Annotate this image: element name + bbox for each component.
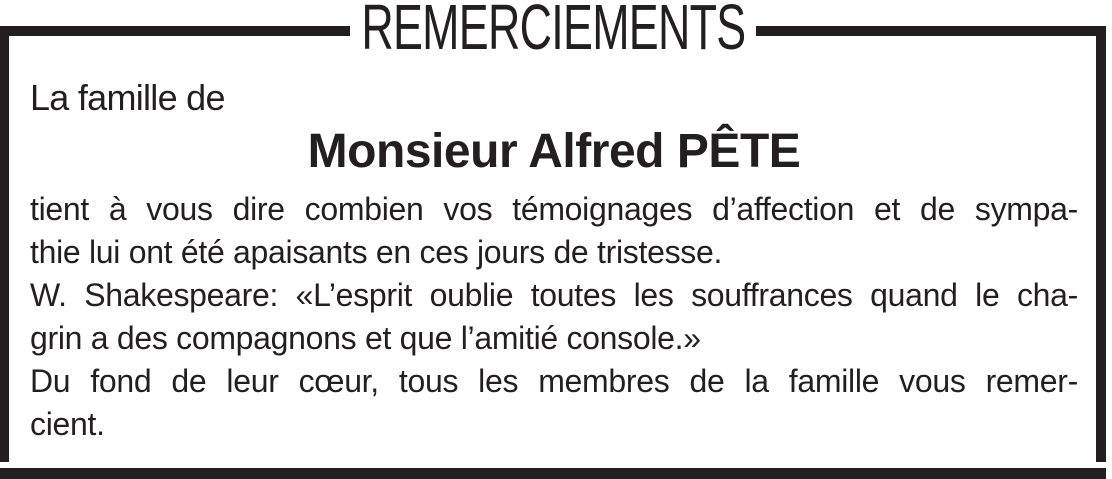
intro-line: La famille de <box>30 77 225 118</box>
body-line: cient. <box>30 406 105 442</box>
notice-body <box>30 188 1078 446</box>
notice-bottom-rule <box>0 468 1106 479</box>
body-line: Du fond de leur cœur, tous les membres de la famille vous remer- <box>30 363 1078 399</box>
notice-title: REMERCIEMENTS <box>360 0 746 63</box>
notice-content <box>30 70 1078 446</box>
body-line: thie lui ont été apaisants en ces jours de tristesse. <box>30 234 723 270</box>
notice-title-box <box>350 0 757 63</box>
body-line: tient à vous dire combien vos témoignages d’affection et de sympa- <box>30 191 1078 227</box>
notice-titlebar <box>0 0 1106 63</box>
body-line: W. Shakespeare: «L’esprit oublie toutes les souffrances quand le cha- <box>30 277 1078 313</box>
deceased-name: Monsieur Alfred PÊTE <box>307 125 801 178</box>
body-line: grin a des compagnons et que l’amitié console.» <box>30 320 701 356</box>
